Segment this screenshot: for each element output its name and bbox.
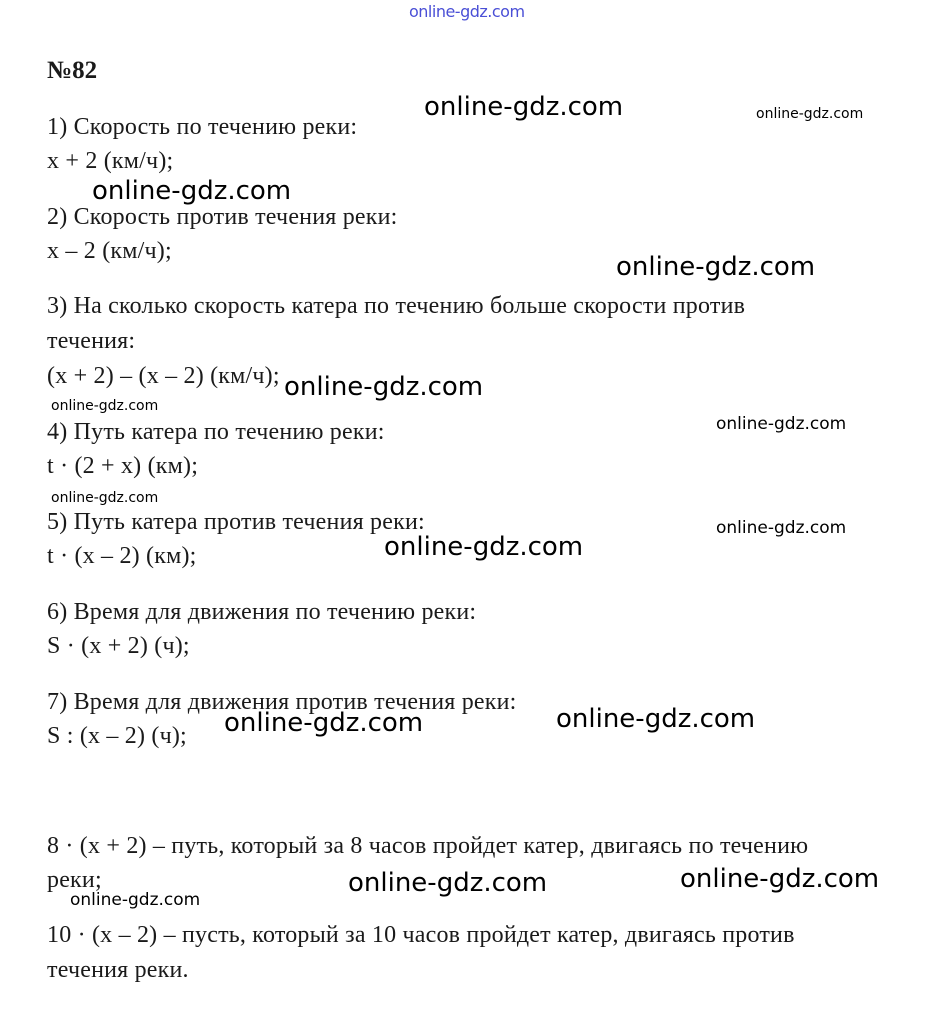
solution-line: течения реки. <box>47 957 189 983</box>
solution-line: 8 · (x + 2) – путь, который за 8 часов пройдет катер, двигаясь по течению <box>47 833 809 859</box>
solution-line: 4) Путь катера по течению реки: <box>47 419 385 445</box>
watermark: online-gdz.com <box>756 106 864 122</box>
watermark: online-gdz.com <box>51 490 159 506</box>
watermark: online-gdz.com <box>680 864 880 894</box>
watermark: online-gdz.com <box>716 414 847 434</box>
solution-line: 7) Время для движения против течения реки: <box>47 689 517 715</box>
watermark: online-gdz.com <box>348 868 548 898</box>
solution-line: 1) Скорость по течению реки: <box>47 114 358 140</box>
watermark: online-gdz.com <box>384 532 584 562</box>
problem-number: №82 <box>47 57 98 84</box>
watermark: online-gdz.com <box>70 890 201 910</box>
solution-line: 3) На сколько скорость катера по течению больше скорости против <box>47 293 746 319</box>
solution-line: 6) Время для движения по течению реки: <box>47 599 477 625</box>
solution-line: S · (x + 2) (ч); <box>47 633 190 659</box>
solution-line: реки; <box>47 867 102 893</box>
solution-line: S : (x – 2) (ч); <box>47 723 187 749</box>
watermark: online-gdz.com <box>556 704 756 734</box>
solution-line: 10 · (x – 2) – пусть, который за 10 часов пройдет катер, двигаясь против <box>47 922 795 948</box>
watermark: online-gdz.com <box>716 518 847 538</box>
site-watermark-top: online-gdz.com <box>409 2 525 21</box>
solution-line: 5) Путь катера против течения реки: <box>47 509 425 535</box>
solution-line: t · (x – 2) (км); <box>47 543 197 569</box>
solution-line: x – 2 (км/ч); <box>47 238 172 264</box>
watermark: online-gdz.com <box>92 176 292 206</box>
watermark: online-gdz.com <box>616 252 816 282</box>
solution-line: (x + 2) – (x – 2) (км/ч); <box>47 363 280 389</box>
solution-line: течения: <box>47 328 136 354</box>
watermark: online-gdz.com <box>424 92 624 122</box>
watermark: online-gdz.com <box>51 398 159 414</box>
watermark: online-gdz.com <box>284 372 484 402</box>
solution-line: 2) Скорость против течения реки: <box>47 204 398 230</box>
solution-line: x + 2 (км/ч); <box>47 148 174 174</box>
watermark: online-gdz.com <box>224 708 424 738</box>
solution-line: t · (2 + x) (км); <box>47 453 199 479</box>
